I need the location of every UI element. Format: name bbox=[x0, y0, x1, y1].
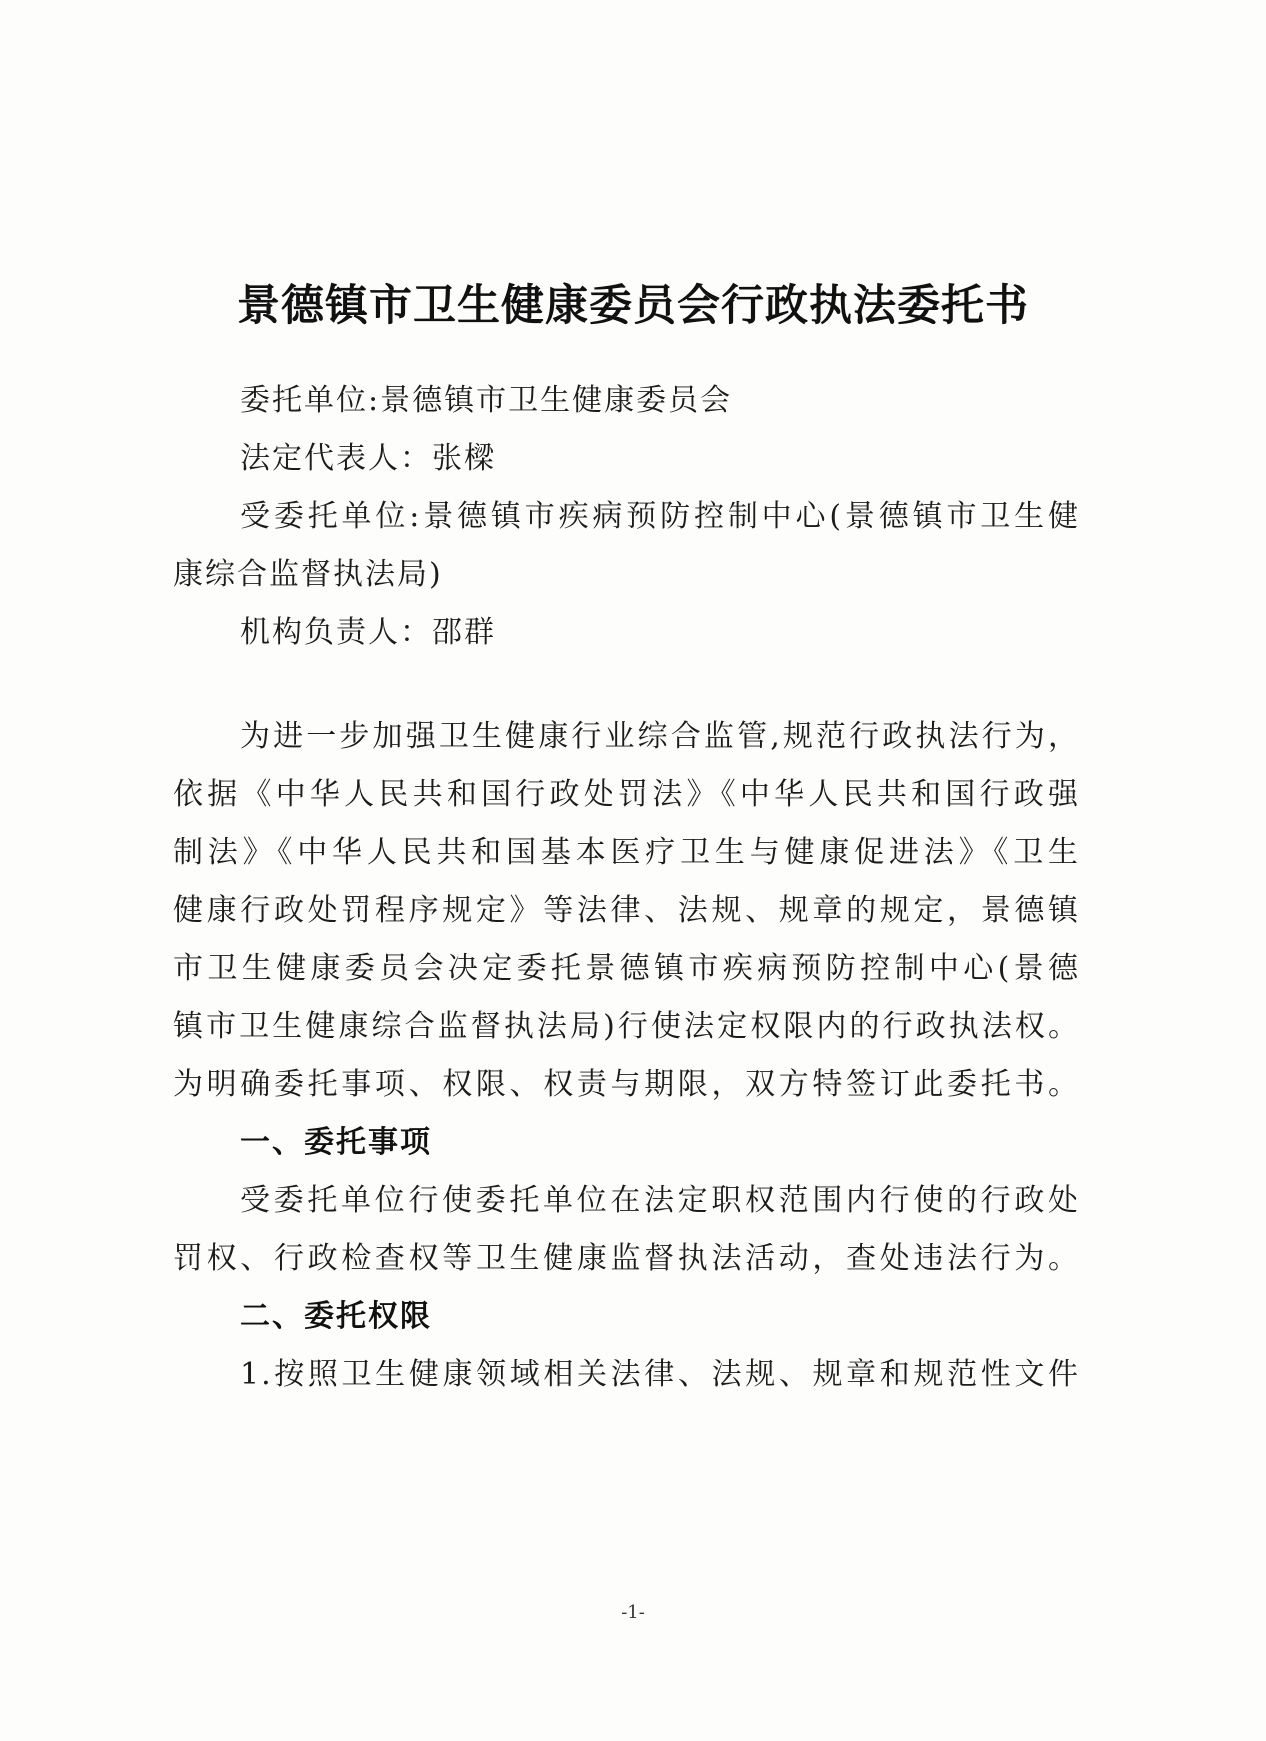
section-1-line-2: 罚权、行政检查权等卫生健康监督执法活动，查处违法行为。 bbox=[173, 1241, 1080, 1276]
intro-line-3: 制法》《中华人民共和国基本医疗卫生与健康促进法》《卫生 bbox=[173, 835, 1080, 870]
section-1-line-1: 受委托单位行使委托单位在法定职权范围内行使的行政处 bbox=[240, 1183, 1080, 1218]
entrusted-unit-line-cont: 康综合监督执法局) bbox=[173, 557, 443, 592]
section-2-heading: 二、委托权限 bbox=[240, 1299, 432, 1334]
intro-line-5: 市卫生健康委员会决定委托景德镇市疾病预防控制中心(景德 bbox=[173, 951, 1080, 986]
page-number: -1- bbox=[621, 1602, 645, 1623]
entrusting-unit-line: 委托单位:景德镇市卫生健康委员会 bbox=[240, 383, 733, 418]
intro-line-6: 镇市卫生健康综合监督执法局)行使法定权限内的行政执法权。 bbox=[173, 1009, 1080, 1044]
legal-representative-line: 法定代表人：张樑 bbox=[240, 441, 496, 476]
section-2-line-1: 1.按照卫生健康领域相关法律、法规、规章和规范性文件 bbox=[240, 1357, 1080, 1392]
institution-head-line: 机构负责人：邵群 bbox=[240, 615, 496, 650]
section-1-heading: 一、委托事项 bbox=[240, 1125, 432, 1160]
intro-line-1: 为进一步加强卫生健康行业综合监管,规范行政执法行为， bbox=[240, 719, 1080, 754]
document-title: 景德镇市卫生健康委员会行政执法委托书 bbox=[237, 281, 1029, 331]
entrusted-unit-line: 受委托单位:景德镇市疾病预防控制中心(景德镇市卫生健 bbox=[240, 499, 1080, 534]
intro-line-7: 为明确委托事项、权限、权责与期限，双方特签订此委托书。 bbox=[173, 1067, 1080, 1102]
intro-line-4: 健康行政处罚程序规定》等法律、法规、规章的规定，景德镇 bbox=[173, 893, 1080, 928]
intro-line-2: 依据《中华人民共和国行政处罚法》《中华人民共和国行政强 bbox=[173, 777, 1080, 812]
